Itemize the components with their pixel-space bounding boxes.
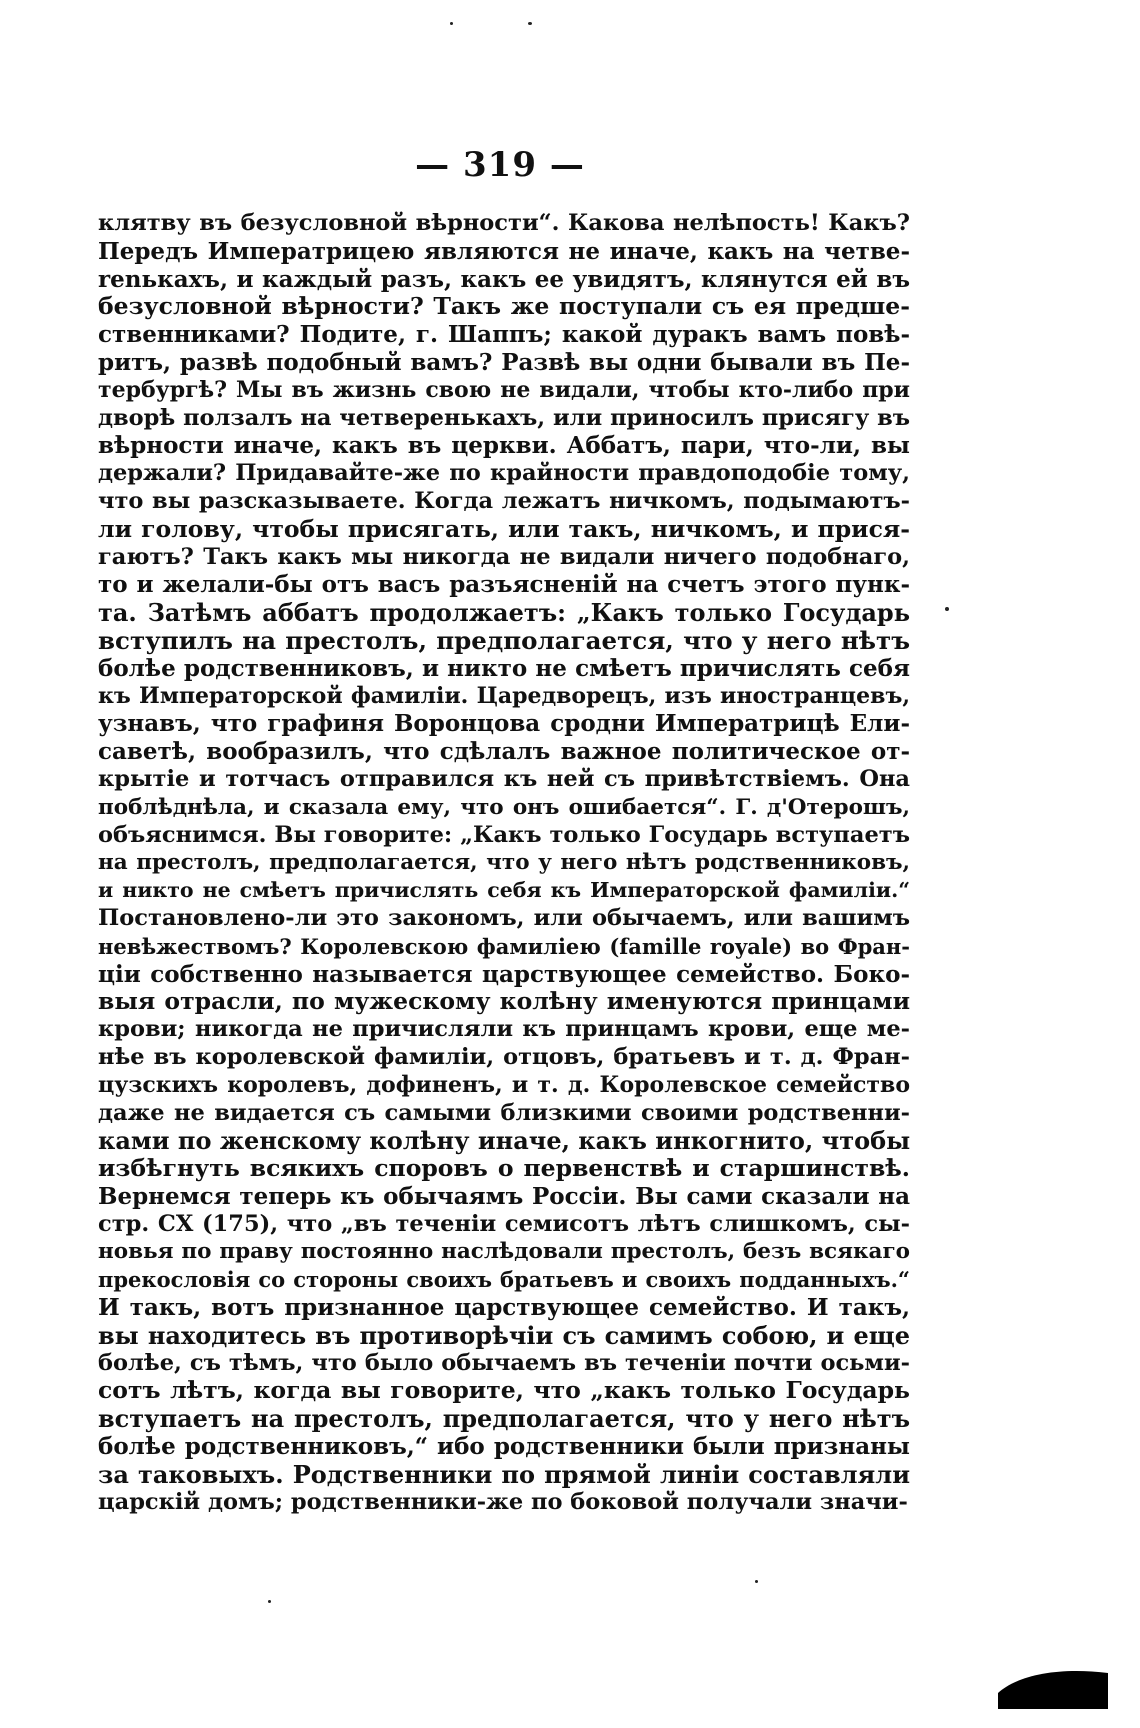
text-line: ственниками? Подите, г. Шаппъ; какой дуракъ вамъ повѣ- (98, 321, 910, 349)
text-line: даже не видается съ самыми близкими своими родственни- (98, 1099, 910, 1126)
text-line: вступаетъ на престолъ, предполагается, что у него нѣтъ (98, 1404, 910, 1434)
text-line: сотъ лѣтъ, когда вы говорите, что „какъ только Государь (98, 1376, 910, 1405)
scan-shadow-mark (998, 1663, 1108, 1709)
text-line: объяснимся. Вы говорите: „Какъ только Государь вступаетъ (98, 821, 910, 848)
text-line: за таковыхъ. Родственники по прямой линіи составляли (98, 1459, 910, 1489)
text-line: то и желали-бы отъ васъ разъясненій на счетъ этого пунк- (98, 571, 910, 599)
text-line: тербургѣ? Мы въ жизнь свою не видали, чтобы кто-либо при (98, 376, 910, 403)
text-line: новья по праву постоянно наслѣдовали престолъ, безъ всякаго (98, 1239, 910, 1265)
body-text (98, 210, 910, 1516)
text-line: Постановлено-ли это закономъ, или обычаемъ, или вашимъ (98, 904, 910, 931)
text-line: держали? Придавайте-же по крайности правдоподобіе тому, (98, 460, 910, 487)
text-line: ли голову, чтобы присягать, или такъ, ничкомъ, и прися- (98, 514, 910, 543)
scan-speck (268, 1600, 271, 1603)
text-line: избѣгнуть всякихъ споровъ о первенствѣ и старшинствѣ. (98, 1154, 910, 1183)
text-line: клятву въ безусловной вѣрности“. Какова нелѣпость! Какъ? (98, 210, 910, 236)
text-line: и никто не смѣетъ причислять себя къ Императорской фамиліи.“ (98, 878, 910, 903)
scan-speck (945, 607, 949, 611)
text-line: дворѣ ползалъ на четверенькахъ, или приносилъ присягу въ (98, 404, 910, 431)
text-line: саветѣ, вообразилъ, что сдѣлалъ важное политическое от- (98, 738, 910, 766)
text-line: renькахъ, и каждый разъ, какъ ее увидятъ, клянутся ей въ (98, 265, 910, 293)
text-line: что вы разсказываете. Когда лежатъ ничкомъ, подымаютъ- (98, 487, 910, 514)
text-line: болѣе родственниковъ, и никто не смѣетъ причислять себя (98, 654, 910, 682)
text-line: царскій домъ; родственники-же по боковой получали значи- (98, 1488, 908, 1515)
text-line: Передъ Императрицею являются не иначе, какъ на четве- (98, 237, 910, 265)
text-line: цузскихъ королевъ, дофиненъ, и т. д. Королевское семейство (98, 1071, 910, 1098)
text-line: ціи собственно называется царствующее семейство. Боко- (98, 960, 910, 988)
text-line: вѣрности иначе, какъ въ церкви. Аббатъ, пари, что-ли, вы (98, 432, 910, 460)
text-line: крытіе и тотчасъ отправился къ ней съ привѣтствіемъ. Она (98, 765, 910, 792)
text-line: ками по женскому колѣну иначе, какъ инкогнито, чтобы (98, 1126, 911, 1156)
text-line: выя отрасли, по мужескому колѣну именуются принцами (98, 987, 910, 1016)
text-line: поблѣднѣла, и сказала ему, что онъ ошибается“. Г. д'Отерошъ, (98, 794, 910, 820)
text-line: узнавъ, что графиня Воронцова сродни Императрицѣ Ели- (98, 710, 910, 738)
scan-speck (528, 22, 532, 25)
scan-speck (450, 22, 453, 25)
text-line: стр. CX (175), что „въ теченіи семисотъ лѣтъ слишкомъ, сы- (98, 1210, 910, 1237)
text-line: ритъ, развѣ подобный вамъ? Развѣ вы одни бывали въ Пе- (98, 348, 910, 376)
text-line: нѣе въ королевской фамиліи, отцовъ, братьевъ и т. д. Фран- (98, 1043, 910, 1070)
text-line: на престолъ, предполагается, что у него нѣтъ родственниковъ, (98, 850, 910, 876)
text-line: болѣе родственниковъ,“ ибо родственники были признаны (98, 1433, 910, 1461)
text-line: болѣе, съ тѣмъ, что было обычаемъ въ теченіи почти осьми- (98, 1349, 910, 1376)
text-line: Вернемся теперь къ обычаямъ Россіи. Вы сами сказали на (98, 1182, 910, 1210)
text-line: прекословія со стороны своихъ братьевъ и своихъ подданныхъ.“ (98, 1267, 910, 1293)
page-number: — 319 — (415, 145, 585, 185)
text-line: вступилъ на престолъ, предполагается, что у него нѣтъ (98, 625, 910, 655)
text-line: гаютъ? Такъ какъ мы никогда не видали ничего подобнаго, (98, 543, 910, 570)
text-line: къ Императорской фамиліи. Царедворецъ, изъ иностранцевъ, (98, 682, 910, 709)
scan-speck (755, 1580, 758, 1583)
text-line: крови; никогда не причисляли къ принцамъ крови, еще ме- (98, 1016, 910, 1043)
text-line: И такъ, вотъ признанное царствующее семейство. И такъ, (98, 1294, 910, 1322)
text-line: безусловной вѣрности? Такъ же поступали съ ея предше- (98, 292, 910, 321)
text-line: вы находитесь въ противорѣчіи съ самимъ собою, и еще (98, 1320, 910, 1350)
text-line: та. Затѣмъ аббатъ продолжаетъ: „Какъ только Государь (98, 598, 910, 628)
text-line: невѣжествомъ? Королевскою фамиліею (famille royale) во Фран- (98, 933, 910, 959)
